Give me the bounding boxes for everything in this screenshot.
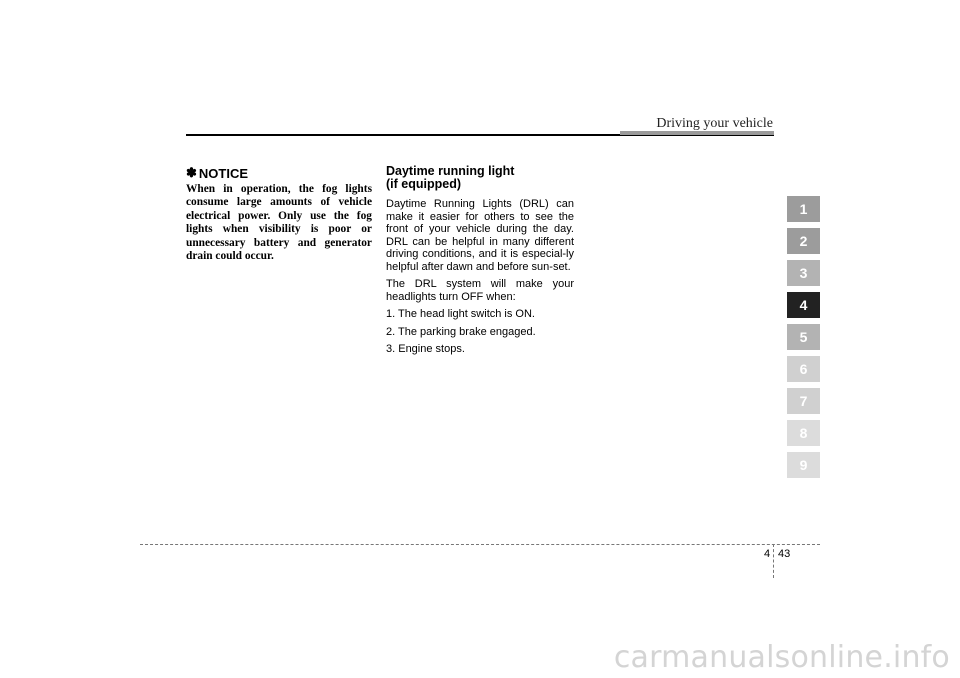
page-number: 43 <box>778 548 791 560</box>
chapter-tab-5[interactable]: 5 <box>787 324 820 350</box>
page-chapter: 4 <box>764 548 771 560</box>
header-rule-accent <box>620 131 774 135</box>
chapter-tab-6[interactable]: 6 <box>787 356 820 382</box>
section-title: Driving your vehicle <box>656 116 773 131</box>
asterisk-icon: ✽ <box>186 165 197 180</box>
notice-box <box>186 165 372 263</box>
footer-divider <box>773 544 774 578</box>
chapter-tab-8[interactable]: 8 <box>787 420 820 446</box>
chapter-tab-3[interactable]: 3 <box>787 260 820 286</box>
footer-rule <box>140 544 820 545</box>
chapter-tab-7[interactable]: 7 <box>787 388 820 414</box>
chapter-tab-1[interactable]: 1 <box>787 196 820 222</box>
chapter-tabs <box>787 196 820 484</box>
chapter-tab-4[interactable]: 4 <box>787 292 820 318</box>
watermark: carmanualsonline.info <box>613 640 950 675</box>
drl-paragraph-2: The DRL system will make your headlights turn OFF when: <box>386 278 574 303</box>
notice-title: NOTICE <box>198 165 249 181</box>
list-item: 1. The head light switch is ON. <box>386 308 535 320</box>
drl-conditions-list <box>386 308 574 356</box>
drl-heading <box>386 165 574 191</box>
drl-section <box>386 165 574 361</box>
list-item: 3. Engine stops. <box>386 343 465 355</box>
chapter-tab-9[interactable]: 9 <box>787 452 820 478</box>
drl-heading-line2: (if equipped) <box>386 177 461 191</box>
notice-title-row <box>186 165 372 181</box>
chapter-tab-2[interactable]: 2 <box>787 228 820 254</box>
drl-heading-line1: Daytime running light <box>386 164 515 178</box>
list-item: 2. The parking brake engaged. <box>386 325 536 338</box>
drl-paragraph-1: Daytime Running Lights (DRL) can make it easier for others to see the front of your vehicle during the day. DRL can be helpful in many different driving conditions, and it is especial-ly helpful after dawn and before sun-set. <box>386 198 574 273</box>
notice-body: When in operation, the fog lights consume large amounts of vehicle electrical power. Only use the fog lights when visibility is poor or unnecessary battery and generator drain could occur. <box>186 183 372 263</box>
